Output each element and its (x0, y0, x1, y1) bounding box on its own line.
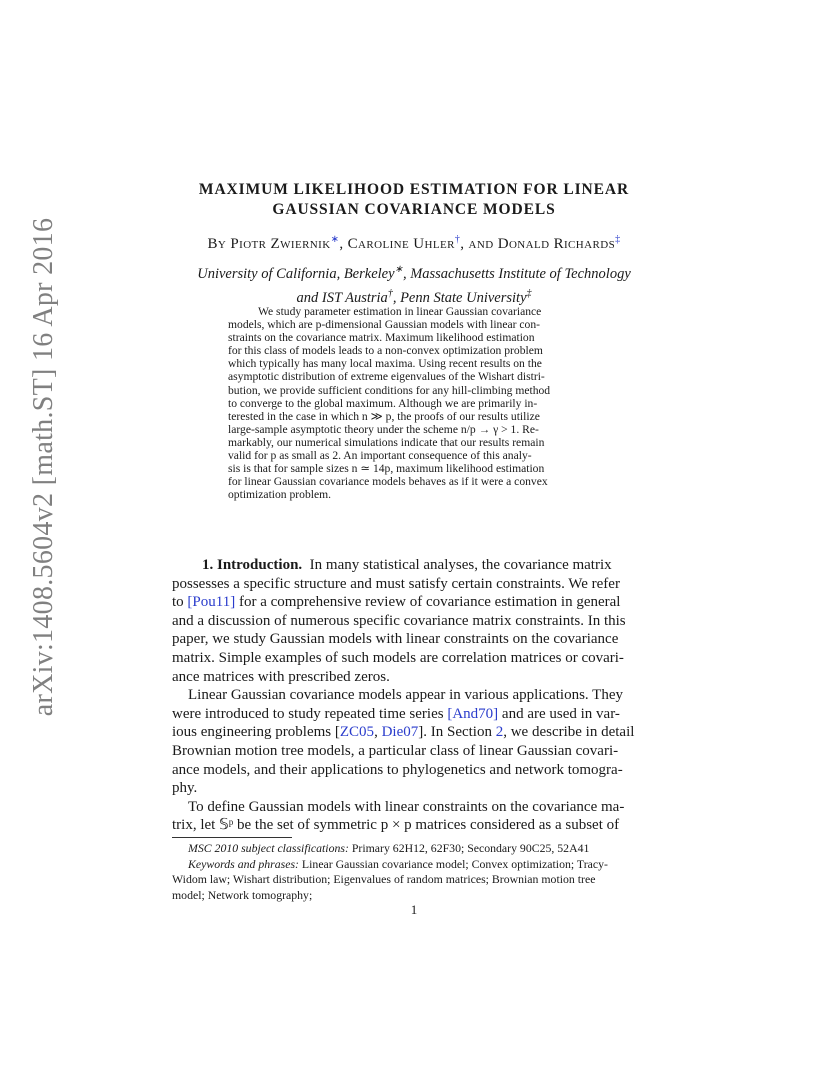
intro-line (172, 556, 656, 575)
footnote-rule (172, 837, 292, 838)
affil-psu: , Penn State University (392, 289, 527, 306)
intro-line: To define Gaussian models with linear constraints on the covariance ma- (188, 798, 625, 815)
affil-ist: and IST Austria (296, 289, 388, 306)
intro-line: phy. (172, 780, 198, 797)
citation-and70-link[interactable]: [And70] (447, 705, 499, 722)
introduction-section (172, 556, 656, 835)
keywords-label: Keywords and phrases: (188, 856, 299, 871)
intro-line: Linear Gaussian covariance models appear in various applications. They (188, 687, 623, 704)
intro-text: and are used in var- (498, 705, 620, 722)
intro-line: matrix. Simple examples of such models are correlation matrices or covari- (172, 649, 624, 666)
citation-die07-link[interactable]: Die07 (381, 724, 419, 741)
affil-mark-3: ‡ (526, 287, 532, 299)
msc-label: MSC 2010 subject classifications: (188, 841, 349, 855)
abstract-line: optimization problem. (228, 488, 332, 502)
affil-mark-2: † (387, 287, 393, 299)
keywords-line (172, 857, 656, 873)
arxiv-identifier (24, 217, 64, 717)
intro-line: paper, we study Gaussian models with linear constraints on the covariance (172, 631, 619, 648)
citation-pou11-link[interactable]: [Pou11] (187, 594, 236, 611)
abstract-line: We study parameter estimation in linear Gaussian covariance (258, 305, 542, 318)
intro-line (172, 723, 656, 742)
intro-line: possesses a specific structure and must satisfy certain constraints. We refer (172, 575, 620, 592)
abstract (228, 305, 599, 501)
abstract-line: terested in the case in which n ≫ p, the proofs of our results utilize (228, 409, 540, 423)
abstract-line: large-sample asymptotic theory under the scheme n/p → γ > 1. Re- (228, 422, 539, 436)
intro-text: In many statistical analyses, the covariance matrix (309, 557, 612, 573)
intro-text: ious engineering problems [ (172, 724, 340, 741)
affil-mit: , Massachusetts Institute of Technology (402, 265, 631, 282)
abstract-line: bution, we provide sufficient conditions for any hill-climbing method (228, 383, 551, 397)
msc-text: Primary 62H12, 62F30; Secondary 90C25, 52A41 (348, 841, 590, 855)
affiliation-line-1 (0, 260, 828, 284)
abstract-line: models, which are p-dimensional Gaussian models with linear con- (228, 318, 540, 332)
abstract-line: for linear Gaussian covariance models behaves as if it were a convex (228, 475, 548, 489)
author-2-mark[interactable]: † (454, 234, 461, 245)
intro-line: ance models, and their applications to phylogenetics and network tomogra- (172, 761, 623, 778)
citation-zc05-link[interactable]: ZC05 (339, 724, 375, 741)
intro-line: ance matrices with prescribed zeros. (172, 668, 390, 685)
intro-line: and a discussion of numerous specific covariance matrix constraints. In this (172, 612, 626, 629)
intro-line (172, 593, 656, 612)
affil-berkeley: University of California, Berkeley (197, 265, 395, 282)
author-1-mark[interactable]: ∗ (330, 234, 340, 245)
title-line-1: MAXIMUM LIKELIHOOD ESTIMATION FOR LINEAR (198, 181, 630, 198)
abstract-line: which typically has many local maxima. Using recent results on the (228, 357, 542, 371)
section-heading: 1. Introduction. (202, 557, 303, 573)
author-3-mark[interactable]: ‡ (615, 234, 621, 245)
arxiv-identifier-text: arXiv:1408.5604v2 [math.ST] 16 Apr 2016 (28, 217, 59, 717)
keywords-line: Widom law; Wishart distribution; Eigenvalues of random matrices; Brownian motion tree (172, 872, 596, 886)
intro-line: Brownian motion tree models, a particular class of linear Gaussian covari- (172, 742, 619, 759)
page-number: 1 (410, 902, 418, 917)
intro-text: to (172, 594, 188, 611)
paper-title (0, 180, 828, 220)
affiliations (0, 260, 828, 308)
intro-text: , (374, 724, 382, 741)
footnotes (172, 841, 656, 903)
author-1: By Piotr Zwiernik (207, 236, 331, 252)
affil-mark-1: ∗ (394, 264, 403, 275)
abstract-line: sis is that for sample sizes n ≃ 14p, maximum likelihood estimation (228, 462, 545, 476)
author-2: , Caroline Uhler (339, 236, 455, 252)
author-3: , and Donald Richards (460, 236, 616, 252)
abstract-line: straints on the covariance matrix. Maximum likelihood estimation (228, 331, 535, 345)
section-2-link[interactable]: 2 (495, 724, 504, 741)
abstract-line: for this class of models leads to a non-convex optimization problem (228, 344, 543, 358)
author-line (0, 234, 828, 253)
intro-line (172, 705, 656, 724)
abstract-line: valid for p as small as 2. An important consequence of this analy- (228, 449, 532, 463)
msc-line (172, 841, 656, 857)
keywords-text: Linear Gaussian covariance model; Convex optimization; Tracy- (298, 856, 608, 871)
abstract-line: asymptotic distribution of extreme eigenvalues of the Wishart distri- (228, 370, 545, 384)
intro-text: ]. In Section (418, 724, 496, 741)
abstract-line: markably, our numerical simulations indicate that our results remain (228, 435, 545, 449)
intro-text: , we describe in detail (503, 724, 635, 741)
abstract-line: to converge to the global maximum. Although we are primarily in- (228, 396, 538, 410)
title-line-2: GAUSSIAN COVARIANCE MODELS (272, 201, 556, 218)
intro-text: for a comprehensive review of covariance estimation in general (235, 594, 621, 611)
keywords-line: model; Network tomography; (172, 887, 313, 902)
intro-line: trix, let 𝕊ᵖ be the set of symmetric p × p matrices considered as a subset of (172, 817, 620, 834)
intro-text: were introduced to study repeated time series (172, 705, 448, 722)
